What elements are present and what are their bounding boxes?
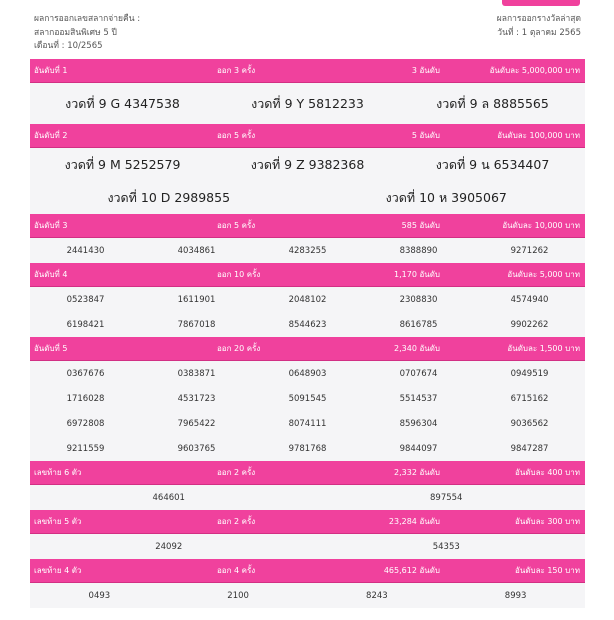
prize-header — [30, 214, 585, 238]
number-row — [30, 238, 585, 263]
prize-count: 23,284 อันดับ — [388, 517, 440, 526]
winning-number: 464601 — [152, 492, 185, 503]
winning-number: 1611901 — [177, 294, 216, 305]
winning-number: 2308830 — [399, 294, 438, 305]
winning-number: งวดที่ 10 D 2989855 — [107, 189, 231, 205]
winning-number: 0493 — [88, 590, 111, 601]
winning-number: 5091545 — [288, 393, 327, 404]
number-row — [30, 148, 585, 181]
prize-draws: ออก 2 ครั้ง — [217, 468, 256, 477]
winning-number: งวดที่ 9 Y 5812233 — [251, 95, 364, 111]
prize-draws: ออก 10 ครั้ง — [217, 270, 261, 279]
prize-header — [30, 124, 585, 148]
prize-numbers — [30, 485, 585, 510]
draw-info-month: เดือนที่ : 10/2565 — [34, 41, 103, 51]
winning-number: 9211559 — [66, 443, 105, 454]
prize-draws: ออก 4 ครั้ง — [217, 566, 256, 575]
winning-number: 4283255 — [288, 245, 327, 256]
prize-amount: อันดับละ 100,000 บาท — [497, 131, 580, 140]
prize-draws: ออก 5 ครั้ง — [217, 221, 256, 230]
prize-amount: อันดับละ 400 บาท — [515, 468, 580, 477]
prize-header — [30, 559, 585, 583]
number-row — [30, 534, 585, 559]
winning-number: 2048102 — [288, 294, 327, 305]
prize-draws: ออก 3 ครั้ง — [217, 66, 256, 75]
prize-numbers — [30, 238, 585, 263]
winning-number: 2441430 — [66, 245, 105, 256]
winning-number: 4531723 — [177, 393, 216, 404]
winning-number: 0949519 — [510, 368, 549, 379]
number-row — [30, 83, 585, 124]
winning-number: 9603765 — [177, 443, 216, 454]
winning-number: 0523847 — [66, 294, 105, 305]
prize-numbers — [30, 361, 585, 461]
prize-header — [30, 510, 585, 534]
prize-header — [30, 59, 585, 83]
prize-draws: ออก 5 ครั้ง — [217, 131, 256, 140]
winning-number: 8074111 — [288, 418, 327, 429]
prize-count: 2,332 อันดับ — [394, 468, 440, 477]
top-action-button[interactable] — [502, 0, 580, 6]
prize-count: 5 อันดับ — [411, 131, 440, 140]
draw-info — [34, 13, 140, 54]
winning-number: 8243 — [366, 590, 388, 601]
prize-numbers — [30, 534, 585, 559]
winning-number: 0648903 — [288, 368, 327, 379]
winning-number: 897554 — [430, 492, 463, 503]
winning-number: 6972808 — [66, 418, 105, 429]
prize-name: อันดับที่ 3 — [34, 221, 68, 230]
winning-number: 9271262 — [510, 245, 549, 256]
prize-header — [30, 263, 585, 287]
prize-name: อันดับที่ 1 — [34, 66, 68, 75]
winning-number: 8544623 — [288, 319, 327, 330]
prize-header — [30, 461, 585, 485]
draw-info-lottery-type: สลากออมสินพิเศษ 5 ปี — [34, 27, 117, 38]
winning-number: งวดที่ 9 G 4347538 — [65, 95, 180, 111]
number-row — [30, 181, 585, 214]
number-row — [30, 312, 585, 337]
prize-amount: อันดับละ 300 บาท — [515, 517, 580, 526]
winning-number: 4574940 — [510, 294, 549, 305]
winning-number: งวดที่ 10 ห 3905067 — [385, 189, 507, 205]
winning-number: 9847287 — [510, 443, 549, 454]
winning-number: 2100 — [227, 590, 249, 601]
prize-count: 585 อันดับ — [401, 221, 440, 230]
prize-name: เลขท้าย 6 ตัว — [34, 468, 82, 477]
prize-draws: ออก 2 ครั้ง — [217, 517, 256, 526]
number-row — [30, 485, 585, 510]
number-row — [30, 583, 585, 608]
winning-number: 0383871 — [177, 368, 216, 379]
prize-amount: อันดับละ 5,000 บาท — [507, 270, 580, 279]
number-row — [30, 386, 585, 411]
prize-name: อันดับที่ 5 — [34, 344, 68, 353]
prize-header — [30, 337, 585, 361]
latest-result-date: วันที่ : 1 ตุลาคม 2565 — [497, 27, 581, 38]
winning-number: 1716028 — [66, 393, 105, 404]
prize-name: เลขท้าย 4 ตัว — [34, 566, 82, 575]
winning-number: 8993 — [504, 590, 527, 601]
prize-count: 1,170 อันดับ — [394, 270, 440, 279]
winning-number: 9844097 — [399, 443, 438, 454]
number-row — [30, 287, 585, 312]
winning-number: 9781768 — [288, 443, 327, 454]
prize-results — [30, 59, 585, 608]
prize-amount: อันดับละ 10,000 บาท — [502, 221, 580, 230]
winning-number: 9902262 — [510, 319, 549, 330]
winning-number: งวดที่ 9 ล 8885565 — [436, 95, 549, 111]
prize-numbers — [30, 287, 585, 337]
winning-number: งวดที่ 9 น 6534407 — [435, 156, 550, 172]
winning-number: 54353 — [432, 541, 460, 552]
prize-numbers — [30, 148, 585, 214]
winning-number: 8388890 — [399, 245, 438, 256]
prize-amount: อันดับละ 5,000,000 บาท — [489, 66, 580, 75]
winning-number: 9036562 — [510, 418, 549, 429]
prize-count: 3 อันดับ — [411, 66, 440, 75]
prize-name: อันดับที่ 2 — [34, 131, 68, 140]
prize-draws: ออก 20 ครั้ง — [217, 344, 261, 353]
winning-number: 4034861 — [177, 245, 216, 256]
latest-result-title: ผลการออกรางวัลล่าสุด — [496, 14, 581, 24]
prize-amount: อันดับละ 150 บาท — [515, 566, 580, 575]
prize-numbers — [30, 83, 585, 124]
draw-info-title: ผลการออกเลขสลากจ่ายคืน : — [34, 14, 141, 24]
winning-number: 24092 — [155, 541, 183, 552]
prize-count: 2,340 อันดับ — [394, 344, 440, 353]
number-row — [30, 361, 585, 386]
prize-numbers — [30, 583, 585, 608]
winning-number: 8616785 — [399, 319, 438, 330]
winning-number: งวดที่ 9 Z 9382368 — [250, 156, 365, 172]
winning-number: 7965422 — [177, 418, 216, 429]
prize-name: อันดับที่ 4 — [34, 270, 68, 279]
winning-number: 6715162 — [510, 393, 549, 404]
winning-number: 7867018 — [177, 319, 216, 330]
winning-number: 0707674 — [399, 368, 438, 379]
winning-number: 6198421 — [66, 319, 105, 330]
winning-number: 8596304 — [399, 418, 438, 429]
winning-number: งวดที่ 9 M 5252579 — [64, 156, 181, 172]
number-row — [30, 411, 585, 436]
number-row — [30, 436, 585, 461]
winning-number: 0367676 — [66, 368, 105, 379]
prize-amount: อันดับละ 1,500 บาท — [507, 344, 580, 353]
prize-count: 465,612 อันดับ — [383, 566, 440, 575]
winning-number: 5514537 — [399, 393, 438, 404]
prize-name: เลขท้าย 5 ตัว — [34, 517, 82, 526]
latest-result-info — [497, 13, 581, 40]
